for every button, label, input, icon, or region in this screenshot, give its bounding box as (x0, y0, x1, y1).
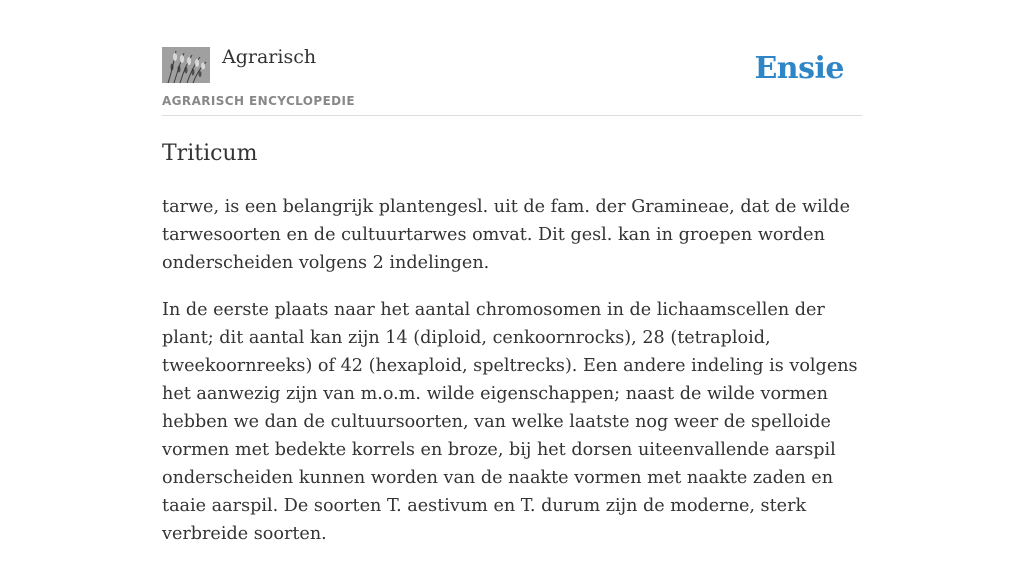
article-title: Triticum (162, 141, 258, 166)
article-paragraph: In de eerste plaats naar het aantal chromosomen in de lichaamscellen der plant; dit aantal kan zijn 14 (diploid, cenkoornrocks), 28 (tetraploid, tweekoornreeks) of 42 (hexaploid, speltrecks). Een andere indeling is volgens het aanwezig zijn van m.o.m. wilde eigenschappen; naast de wilde vormen hebben we dan de cultuursoorten, van welke laatste nog weer de spelloide vormen met bedekte korrels en broze, bij het dorsen uiteenvallende aarspil onderscheiden kunnen worden van de naakte vormen met naakte zaden en taaie aarspil. De soorten T. aestivum en T. durum zijn de moderne, sterk verbreide soorten. (162, 300, 858, 544)
article-body (162, 193, 862, 567)
source-name[interactable]: Agrarisch (222, 46, 317, 68)
brand-logo[interactable]: Ensie (754, 51, 844, 86)
source-avatar[interactable] (162, 47, 210, 83)
article-paragraph: tarwe, is een belangrijk plantengesl. uit de fam. der Gramineae, dat de wilde tarwesoorten en de cultuurtarwes omvat. Dit gesl. kan in groepen worden onderscheiden volgens 2 indelingen. (162, 197, 850, 273)
source-header (162, 0, 862, 116)
source-subtitle: AGRARISCH ENCYCLOPEDIE (162, 94, 355, 108)
page-container (162, 0, 862, 544)
wheat-illustration-icon (162, 47, 210, 83)
